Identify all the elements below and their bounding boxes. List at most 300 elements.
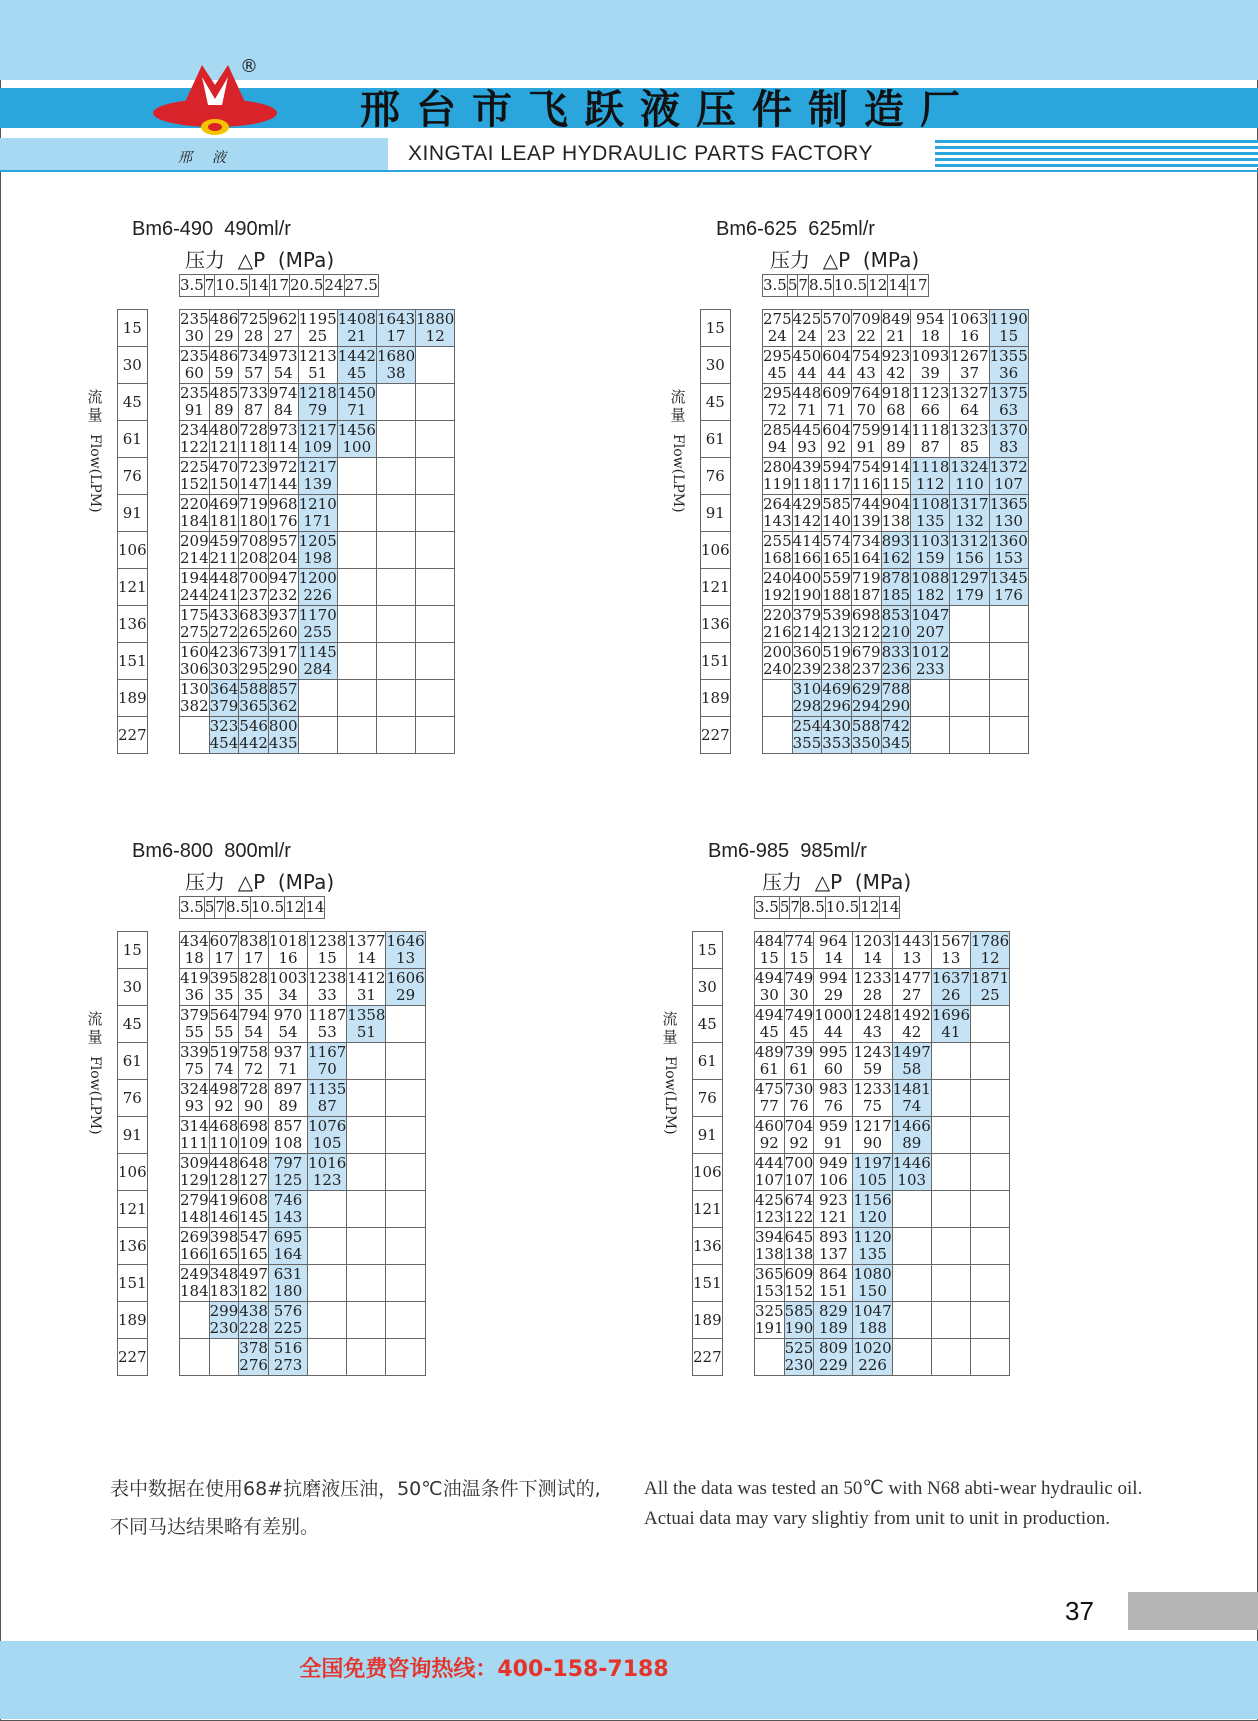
data-cell xyxy=(180,347,210,384)
speed-value: 194 xyxy=(180,569,209,587)
flow-cell: 45 xyxy=(693,1006,723,1043)
speed-value: 914 xyxy=(881,421,911,439)
data-cell xyxy=(971,1117,1010,1154)
torque-value: 244 xyxy=(180,586,209,604)
speed-value: 1312 xyxy=(950,532,989,550)
data-cell xyxy=(180,1339,210,1376)
data-cell xyxy=(950,421,989,458)
flow-axis-label-cn: 流量 xyxy=(662,1010,678,1046)
data-cell xyxy=(268,1339,307,1376)
torque-value: 17 xyxy=(244,949,264,967)
data-cell xyxy=(814,1080,853,1117)
speed-value: 864 xyxy=(819,1265,848,1283)
torque-value: 128 xyxy=(209,1171,239,1189)
data-cell xyxy=(755,932,785,969)
speed-value: 1606 xyxy=(386,969,425,987)
data-cell xyxy=(337,717,376,754)
speed-value: 423 xyxy=(209,643,239,661)
torque-value: 145 xyxy=(239,1208,268,1226)
pressure-header-row xyxy=(762,274,929,297)
pressure-label: 压力 △P (MPa) xyxy=(185,870,335,894)
data-cell xyxy=(755,969,785,1006)
torque-value: 121 xyxy=(819,1208,848,1226)
speed-value: 585 xyxy=(784,1302,814,1320)
torque-value: 216 xyxy=(763,623,792,641)
torque-value: 105 xyxy=(858,1171,887,1189)
torque-value: 90 xyxy=(244,1097,264,1115)
data-cell xyxy=(814,1265,853,1302)
speed-value: 704 xyxy=(784,1117,814,1135)
data-cell xyxy=(268,458,298,495)
speed-value: 1167 xyxy=(308,1043,347,1061)
torque-value: 25 xyxy=(980,986,1000,1004)
torque-value: 55 xyxy=(184,1023,204,1041)
torque-value: 29 xyxy=(396,986,416,1004)
data-cell xyxy=(209,606,239,643)
data-cell xyxy=(239,1191,269,1228)
torque-value: 168 xyxy=(763,549,792,567)
data-cell xyxy=(239,680,269,717)
data-cell xyxy=(881,310,911,347)
torque-value: 122 xyxy=(784,1208,814,1226)
torque-value: 42 xyxy=(902,1023,922,1041)
data-cell xyxy=(784,1043,814,1080)
speed-value: 1248 xyxy=(853,1006,892,1024)
data-cell xyxy=(268,310,298,347)
torque-value: 25 xyxy=(308,327,328,345)
data-cell xyxy=(180,1191,210,1228)
torque-value: 45 xyxy=(759,1023,779,1041)
torque-value: 92 xyxy=(759,1134,779,1152)
speed-value: 175 xyxy=(180,606,209,624)
torque-value: 226 xyxy=(303,586,332,604)
data-cell xyxy=(784,1154,814,1191)
torque-value: 185 xyxy=(881,586,911,604)
data-cell xyxy=(416,384,455,421)
data-cell xyxy=(851,384,881,421)
data-cell xyxy=(416,643,455,680)
torque-value: 272 xyxy=(209,623,239,641)
data-cell xyxy=(892,1080,931,1117)
speed-value: 469 xyxy=(822,680,851,698)
speed-value: 1880 xyxy=(416,310,455,328)
torque-value: 30 xyxy=(789,986,809,1004)
flow-axis-label-cn: 流量 xyxy=(87,388,103,424)
data-cell xyxy=(971,1265,1010,1302)
data-cell xyxy=(881,384,911,421)
torque-value: 89 xyxy=(278,1097,298,1115)
pressure-header-cell: 7 xyxy=(798,275,809,297)
torque-value: 55 xyxy=(214,1023,234,1041)
torque-value: 75 xyxy=(184,1060,204,1078)
speed-value: 608 xyxy=(239,1191,268,1209)
pressure-label: 压力 △P (MPa) xyxy=(770,248,920,272)
speed-value: 264 xyxy=(763,495,792,513)
model-title: Bm6-985 985ml/r xyxy=(708,840,867,862)
flow-cell: 189 xyxy=(118,680,148,717)
speed-value: 853 xyxy=(881,606,911,624)
data-cell xyxy=(851,532,881,569)
data-cell xyxy=(971,1006,1010,1043)
flow-cell: 227 xyxy=(118,1339,148,1376)
data-cell xyxy=(337,458,376,495)
data-cell xyxy=(792,495,822,532)
torque-value: 41 xyxy=(941,1023,961,1041)
torque-value: 365 xyxy=(239,697,268,715)
data-cell xyxy=(989,532,1028,569)
torque-value: 103 xyxy=(897,1171,927,1189)
speed-value: 314 xyxy=(180,1117,209,1135)
data-cell xyxy=(950,532,989,569)
speed-value: 698 xyxy=(239,1117,268,1135)
speed-value: 918 xyxy=(881,384,911,402)
flow-cell: 227 xyxy=(118,717,148,754)
data-cell xyxy=(239,1006,269,1043)
data-cell xyxy=(180,458,210,495)
torque-value: 179 xyxy=(955,586,984,604)
flow-axis-label-cn: 流量 xyxy=(87,1010,103,1046)
data-cell xyxy=(792,680,822,717)
table-row xyxy=(180,606,455,643)
data-cell xyxy=(209,1043,239,1080)
torque-value: 36 xyxy=(999,364,1019,382)
data-cell xyxy=(931,1080,970,1117)
speed-value: 1446 xyxy=(892,1154,931,1172)
torque-value: 212 xyxy=(851,623,881,641)
flow-column xyxy=(692,931,723,1376)
data-cell xyxy=(209,680,239,717)
torque-value: 51 xyxy=(356,1023,376,1041)
pressure-header-row xyxy=(754,896,900,919)
data-cell xyxy=(209,310,239,347)
speed-value: 323 xyxy=(209,717,239,735)
flow-cell: 136 xyxy=(118,1228,148,1265)
torque-value: 21 xyxy=(886,327,906,345)
pressure-header-cell: 5 xyxy=(787,275,798,297)
data-cell xyxy=(989,680,1028,717)
data-cell xyxy=(911,606,950,643)
speed-value: 559 xyxy=(822,569,851,587)
data-cell xyxy=(209,1080,239,1117)
speed-value: 749 xyxy=(784,1006,814,1024)
torque-value: 21 xyxy=(347,327,367,345)
speed-value: 240 xyxy=(763,569,792,587)
data-cell xyxy=(376,680,415,717)
speed-value: 1080 xyxy=(853,1265,892,1283)
torque-value: 135 xyxy=(858,1245,887,1263)
table-row xyxy=(763,606,1029,643)
data-cell xyxy=(989,347,1028,384)
data-cell xyxy=(268,932,307,969)
speed-value: 1156 xyxy=(853,1191,892,1209)
table-row xyxy=(180,969,426,1006)
speed-value: 1200 xyxy=(298,569,337,587)
torque-value: 236 xyxy=(881,660,911,678)
data-cell xyxy=(268,421,298,458)
data-cell xyxy=(989,717,1028,754)
pressure-header-cell: 10.5 xyxy=(833,275,867,297)
speed-value: 275 xyxy=(763,310,792,328)
torque-value: 35 xyxy=(244,986,264,1004)
data-cell xyxy=(892,1339,931,1376)
table-row xyxy=(763,643,1029,680)
torque-value: 23 xyxy=(827,327,847,345)
header-stripes xyxy=(935,140,1258,168)
torque-value: 165 xyxy=(209,1245,239,1263)
speed-value: 1000 xyxy=(814,1006,853,1024)
speed-value: 295 xyxy=(763,384,792,402)
data-cell xyxy=(180,310,210,347)
data-cell xyxy=(180,932,210,969)
speed-value: 1187 xyxy=(308,1006,347,1024)
torque-value: 16 xyxy=(959,327,980,345)
torque-value: 72 xyxy=(244,1060,264,1078)
speed-value: 325 xyxy=(755,1302,784,1320)
flow-cell: 151 xyxy=(693,1265,723,1302)
speed-value: 728 xyxy=(239,1080,268,1098)
flow-cell: 121 xyxy=(118,569,148,606)
data-cell xyxy=(386,1117,425,1154)
torque-value: 156 xyxy=(955,549,984,567)
data-cell xyxy=(931,1043,970,1080)
data-cell xyxy=(239,310,269,347)
data-cell xyxy=(971,1302,1010,1339)
data-cell xyxy=(763,532,793,569)
table-row xyxy=(180,680,455,717)
torque-value: 24 xyxy=(767,327,787,345)
speed-value: 719 xyxy=(239,495,268,513)
torque-value: 180 xyxy=(239,512,268,530)
speed-value: 709 xyxy=(851,310,881,328)
speed-value: 674 xyxy=(784,1191,814,1209)
torque-value: 345 xyxy=(881,734,911,752)
data-cell xyxy=(892,1228,931,1265)
speed-value: 475 xyxy=(755,1080,784,1098)
data-cell xyxy=(911,495,950,532)
speed-value: 1497 xyxy=(892,1043,931,1061)
speed-value: 679 xyxy=(851,643,881,661)
torque-value: 125 xyxy=(273,1171,303,1189)
data-cell xyxy=(180,717,210,754)
data-cell xyxy=(763,680,793,717)
torque-value: 75 xyxy=(863,1097,883,1115)
torque-value: 166 xyxy=(792,549,822,567)
speed-value: 1267 xyxy=(950,347,989,365)
data-cell xyxy=(971,969,1010,1006)
torque-value: 92 xyxy=(827,438,847,456)
data-cell xyxy=(209,384,239,421)
pressure-header-cell: 7 xyxy=(204,275,215,297)
table-row xyxy=(180,1191,426,1228)
torque-value: 18 xyxy=(184,949,204,967)
speed-value: 964 xyxy=(819,932,848,950)
data-cell xyxy=(931,1265,970,1302)
data-cell xyxy=(180,1228,210,1265)
speed-value: 1327 xyxy=(950,384,989,402)
data-cell xyxy=(763,643,793,680)
speed-value: 1443 xyxy=(892,932,931,950)
table-row xyxy=(763,384,1029,421)
speed-value: 570 xyxy=(822,310,851,328)
pressure-header-cell: 8.5 xyxy=(808,275,833,297)
data-cell xyxy=(180,495,210,532)
speed-value: 764 xyxy=(851,384,881,402)
data-cell xyxy=(308,969,347,1006)
data-cell xyxy=(814,1302,853,1339)
data-cell xyxy=(989,569,1028,606)
data-cell xyxy=(298,384,337,421)
torque-value: 355 xyxy=(792,734,822,752)
torque-value: 108 xyxy=(273,1134,303,1152)
torque-value: 265 xyxy=(239,623,268,641)
torque-value: 89 xyxy=(886,438,906,456)
speed-value: 683 xyxy=(239,606,268,624)
data-cell xyxy=(814,1117,853,1154)
data-cell xyxy=(853,1043,892,1080)
data-cell xyxy=(763,606,793,643)
pressure-header-cell: 3.5 xyxy=(180,275,205,297)
data-cell xyxy=(853,932,892,969)
table-row xyxy=(180,569,455,606)
model-title: Bm6-490 490ml/r xyxy=(132,218,291,240)
torque-value: 189 xyxy=(819,1319,848,1337)
speed-value: 220 xyxy=(763,606,792,624)
torque-value: 91 xyxy=(823,1134,843,1152)
torque-value: 84 xyxy=(273,401,293,419)
data-cell xyxy=(239,932,269,969)
torque-value: 121 xyxy=(209,438,239,456)
data-cell xyxy=(851,458,881,495)
data-cell xyxy=(853,1191,892,1228)
speed-value: 1492 xyxy=(892,1006,931,1024)
data-cell xyxy=(784,1006,814,1043)
data-cell xyxy=(822,384,852,421)
torque-value: 109 xyxy=(303,438,332,456)
speed-value: 828 xyxy=(239,969,268,987)
data-cell xyxy=(911,532,950,569)
speed-value: 968 xyxy=(268,495,298,513)
data-cell xyxy=(853,1080,892,1117)
data-cell xyxy=(239,1339,269,1376)
speed-value: 734 xyxy=(239,347,268,365)
torque-value: 152 xyxy=(784,1282,814,1300)
data-cell xyxy=(911,421,950,458)
speed-value: 1190 xyxy=(989,310,1028,328)
pressure-header-cell: 12 xyxy=(860,897,880,919)
data-cell xyxy=(881,680,911,717)
speed-value: 235 xyxy=(180,347,209,365)
table-row xyxy=(755,1191,1010,1228)
data-cell xyxy=(239,532,269,569)
speed-value: 749 xyxy=(784,969,814,987)
flow-cell: 227 xyxy=(701,717,731,754)
data-cell xyxy=(989,310,1028,347)
torque-value: 31 xyxy=(356,986,376,1004)
torque-value: 15 xyxy=(317,949,337,967)
torque-value: 187 xyxy=(851,586,881,604)
torque-value: 237 xyxy=(851,660,881,678)
data-cell xyxy=(853,1006,892,1043)
torque-value: 44 xyxy=(797,364,817,382)
data-cell xyxy=(180,969,210,1006)
data-cell xyxy=(180,643,210,680)
data-cell xyxy=(792,643,822,680)
speed-value: 309 xyxy=(180,1154,209,1172)
speed-value: 604 xyxy=(822,347,851,365)
speed-value: 1370 xyxy=(989,421,1028,439)
speed-value: 324 xyxy=(180,1080,209,1098)
data-cell xyxy=(755,1080,785,1117)
speed-value: 970 xyxy=(273,1006,303,1024)
speed-value: 1233 xyxy=(853,969,892,987)
data-cell xyxy=(268,717,298,754)
data-cell xyxy=(209,717,239,754)
data-cell xyxy=(971,932,1010,969)
data-cell xyxy=(931,1117,970,1154)
table-row xyxy=(755,969,1010,1006)
torque-value: 181 xyxy=(209,512,239,530)
data-cell xyxy=(851,643,881,680)
data-cell xyxy=(822,680,852,717)
torque-value: 87 xyxy=(920,438,940,456)
torque-value: 143 xyxy=(273,1208,303,1226)
speed-value: 947 xyxy=(268,569,298,587)
data-cell xyxy=(337,310,376,347)
data-cell xyxy=(892,969,931,1006)
torque-value: 60 xyxy=(184,364,204,382)
speed-value: 379 xyxy=(180,1006,209,1024)
data-cell xyxy=(268,606,298,643)
speed-value: 774 xyxy=(784,932,814,950)
data-cell xyxy=(931,969,970,1006)
speed-value: 448 xyxy=(209,569,239,587)
speed-value: 974 xyxy=(268,384,298,402)
speed-value: 1217 xyxy=(298,458,337,476)
torque-value: 176 xyxy=(268,512,298,530)
flow-axis-label-en: Flow(LPM) xyxy=(87,1056,103,1135)
data-cell xyxy=(881,421,911,458)
flow-cell: 61 xyxy=(118,1043,148,1080)
speed-value: 917 xyxy=(268,643,298,661)
table-row xyxy=(180,1339,426,1376)
speed-value: 1477 xyxy=(892,969,931,987)
torque-value: 379 xyxy=(209,697,239,715)
data-cell xyxy=(971,1191,1010,1228)
speed-value: 519 xyxy=(822,643,851,661)
data-cell xyxy=(853,1339,892,1376)
torque-value: 92 xyxy=(214,1097,234,1115)
flow-axis-label-cn: 流量 xyxy=(670,388,686,424)
torque-value: 290 xyxy=(268,660,298,678)
data-cell xyxy=(298,643,337,680)
speed-value: 425 xyxy=(792,310,822,328)
data-cell xyxy=(180,606,210,643)
torque-value: 61 xyxy=(789,1060,809,1078)
pressure-header-cell: 14 xyxy=(880,897,900,919)
torque-value: 127 xyxy=(239,1171,268,1189)
speed-value: 269 xyxy=(180,1228,209,1246)
data-cell xyxy=(892,1006,931,1043)
data-cell xyxy=(347,1228,386,1265)
torque-value: 43 xyxy=(856,364,876,382)
data-cell xyxy=(308,1006,347,1043)
torque-value: 71 xyxy=(278,1060,298,1078)
torque-value: 66 xyxy=(920,401,940,419)
flow-cell: 45 xyxy=(118,1006,148,1043)
torque-value: 106 xyxy=(819,1171,848,1189)
data-cell xyxy=(180,569,210,606)
speed-value: 459 xyxy=(209,532,239,550)
